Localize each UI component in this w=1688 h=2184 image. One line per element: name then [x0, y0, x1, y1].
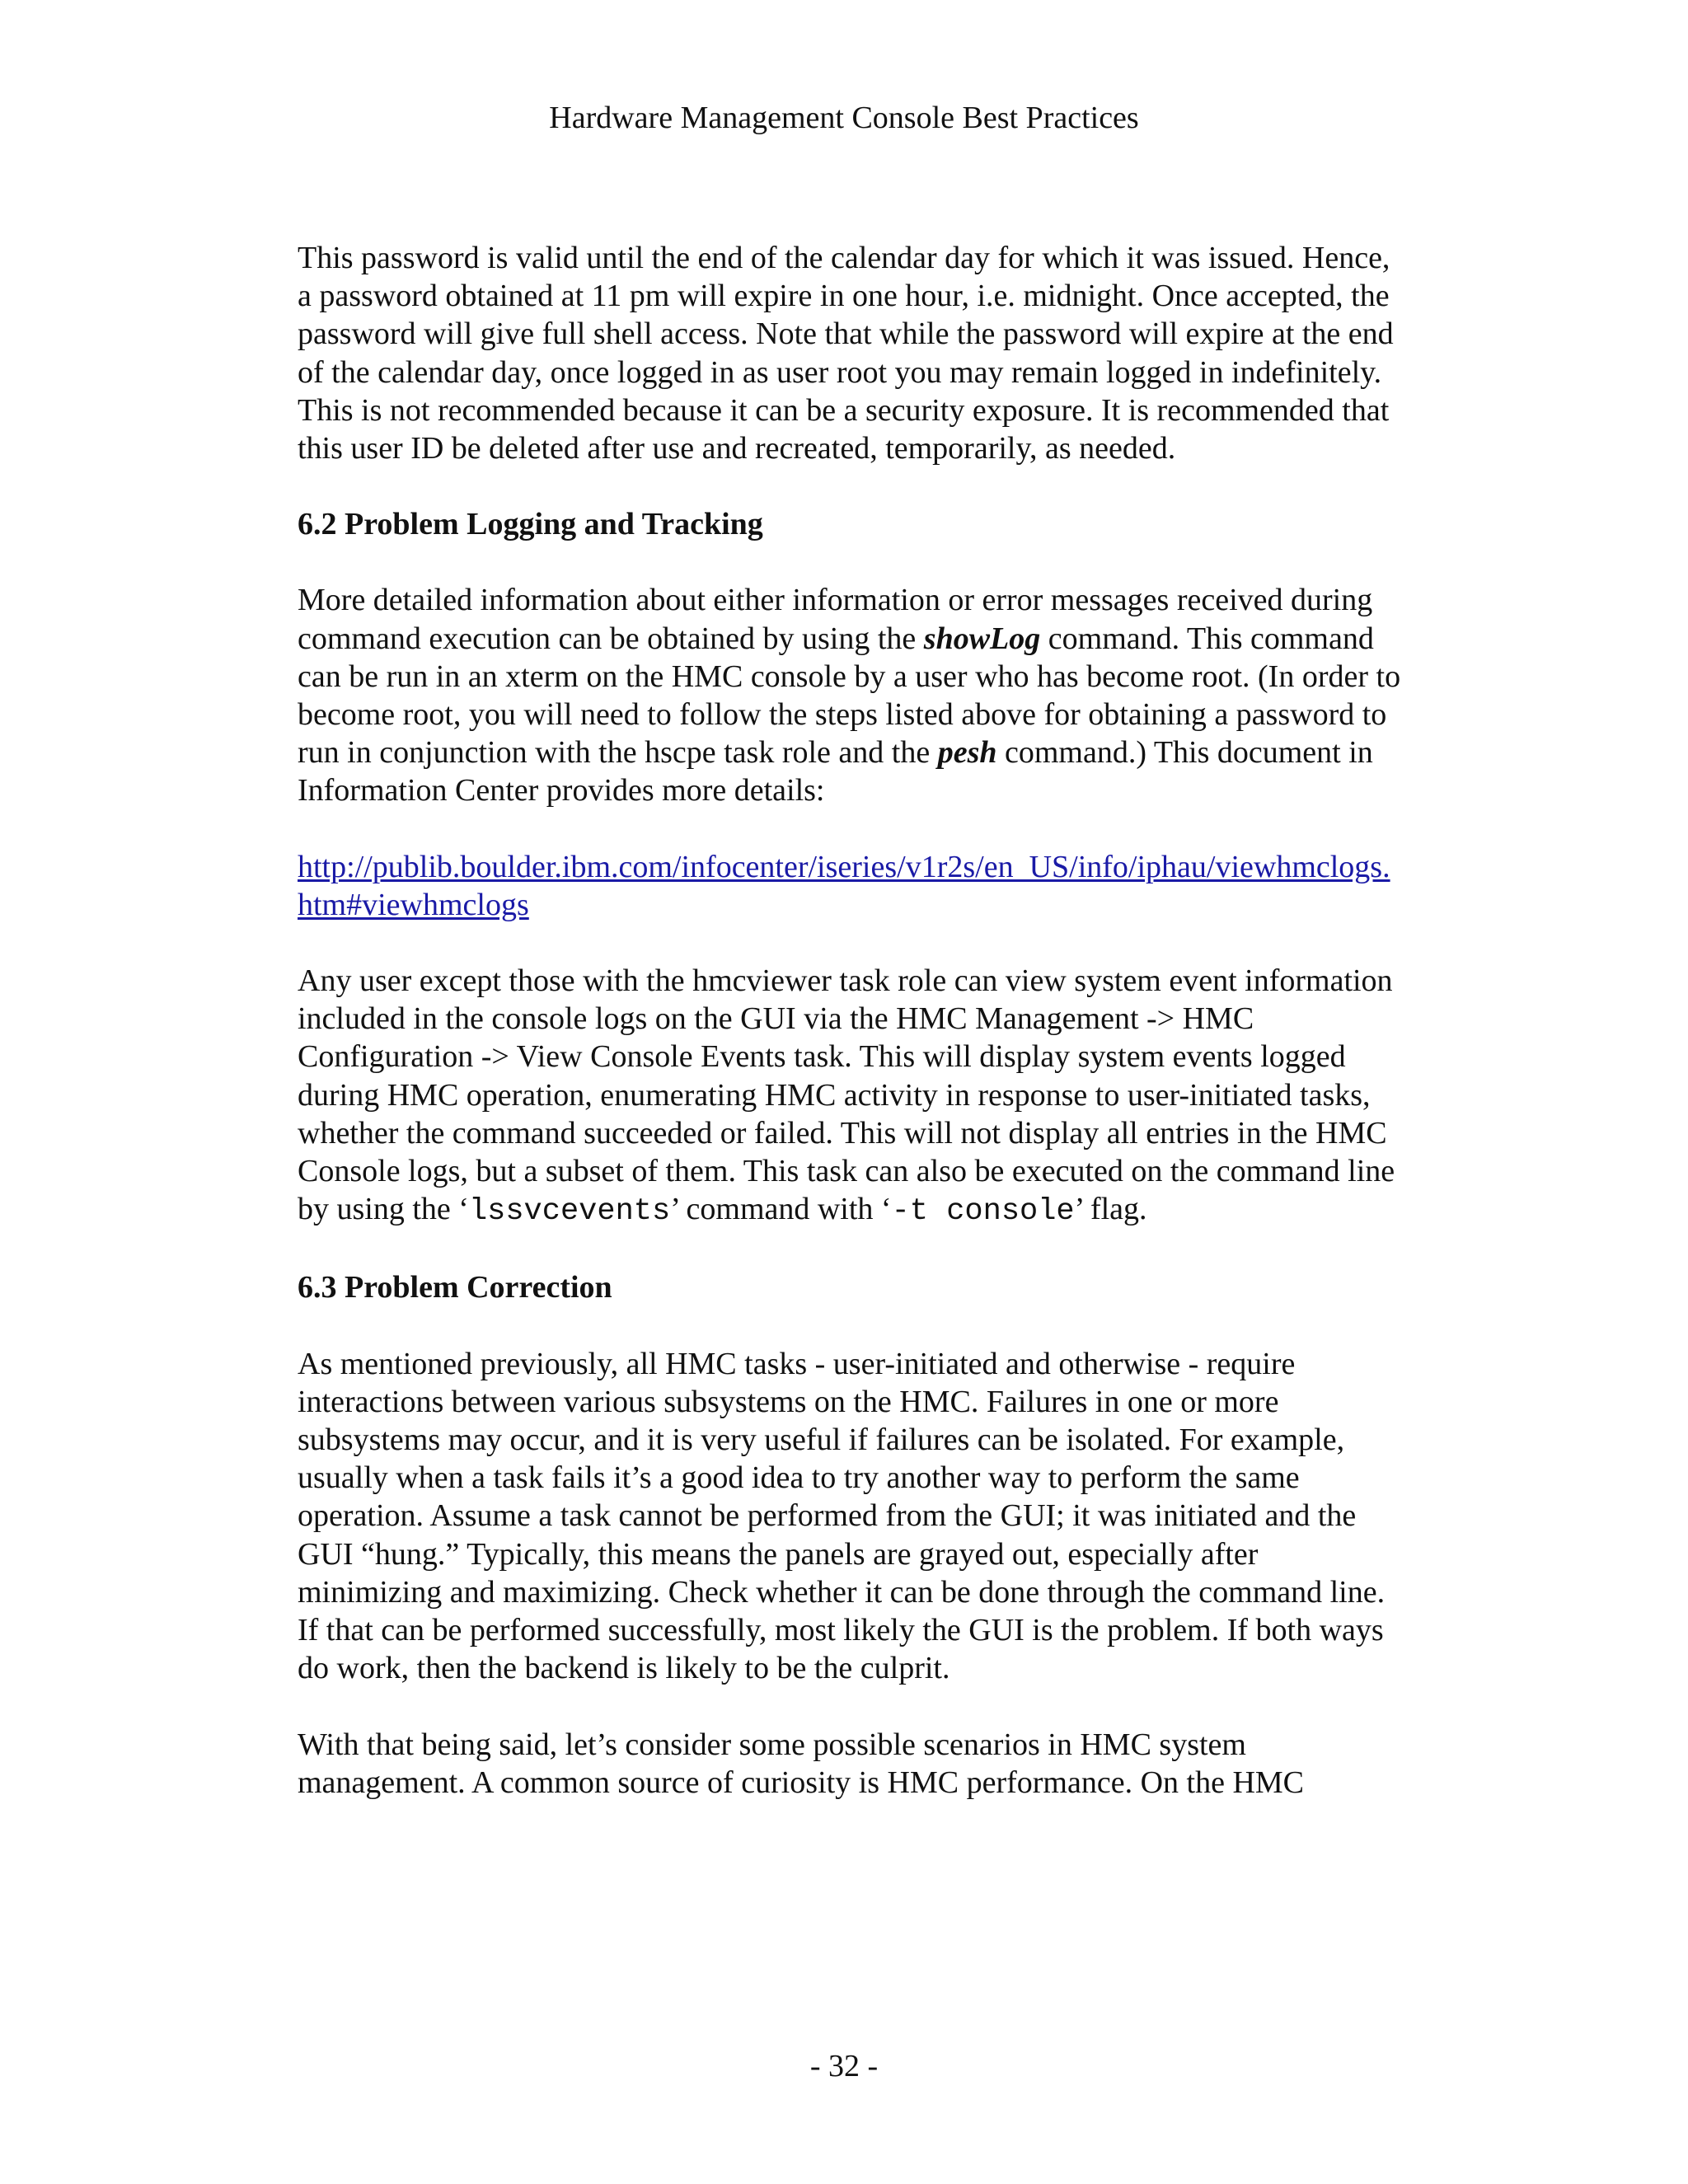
paragraph-showlog: [298, 581, 1402, 809]
section-heading-6-2: 6.2 Problem Logging and Tracking: [298, 507, 763, 542]
infocenter-link[interactable]: http://publib.boulder.ibm.com/infocenter/iseries/v1r2s/en_US/info/iphau/viewhmclogs.htm#viewhmclogs: [298, 849, 1390, 922]
page-number: - 32 -: [809, 2049, 879, 2083]
paragraph-text: More detailed information about either information or error messages received during command execution can be obtained by using the: [298, 583, 1373, 656]
code-console-flag: -t console: [891, 1194, 1075, 1230]
paragraph-text: Any user except those with the hmcviewer task role can view system event information included in the console logs on the GUI via the HMC Management -> HMC Configuration -> View Console Events task. This will display system events logged during HMC operation, enumerating HMC activity in response to user-initiated tasks, whether the command succeeded or failed. This will not display all entries in the HMC Console logs, but a subset of them. This task can also be executed on the command line by using the ‘: [298, 963, 1395, 1227]
paragraph-scenarios: With that being said, let’s consider some possible scenarios in HMC system management. A common source of curiosity is HMC performance. On the HMC: [298, 1727, 1305, 1800]
page-header: Hardware Management Console Best Practices: [549, 101, 1139, 135]
paragraph-text: command.) This document in Information Center provides more details:: [298, 735, 1373, 808]
paragraph-text: ’ command with ‘: [670, 1192, 892, 1227]
command-pesh: pesh: [937, 735, 997, 771]
paragraph-text: command. This command can be run in an xterm on the HMC console by a user who has become root. (In order to become root, you will need to follow the steps listed above for obtaining a password to run in conjunction with the hscpe task role and the: [298, 621, 1401, 771]
paragraph-password-validity: This password is valid until the end of the calendar day for which it was issued. Hence, a password obtained at 11 pm will expire in one hour, i.e. midnight. Once accepted, the password will give full shell access. Note that while the password will expire at the end of the calendar day, once logged in as user root you may remain logged in indefinitely. This is not recommended because it can be a security exposure. It is recommended that this user ID be deleted after use and recreated, temporarily, as needed.: [298, 241, 1394, 466]
document-body: [298, 239, 1402, 1840]
paragraph-problem-correction: As mentioned previously, all HMC tasks - user-initiated and otherwise - require interactions between various subsystems on the HMC. Failures in one or more subsystems may occur, and it is very useful if failures can be isolated. For example, usually when a task fails it’s a good idea to try another way to perform the same operation. Assume a task cannot be performed from the GUI; it was initiated and the GUI “hung.” Typically, this means the panels are grayed out, especially after minimizing and maximizing. Check whether it can be done through the command line. If that can be performed successfully, most likely the GUI is the problem. If both ways do work, then the backend is likely to be the culprit.: [298, 1346, 1386, 1686]
code-lssvcevents: lssvcevents: [468, 1194, 671, 1230]
section-heading-6-3: 6.3 Problem Correction: [298, 1270, 612, 1305]
paragraph-text: ’ flag.: [1074, 1192, 1147, 1227]
command-showlog: showLog: [923, 621, 1041, 656]
paragraph-console-events: [298, 962, 1402, 1230]
